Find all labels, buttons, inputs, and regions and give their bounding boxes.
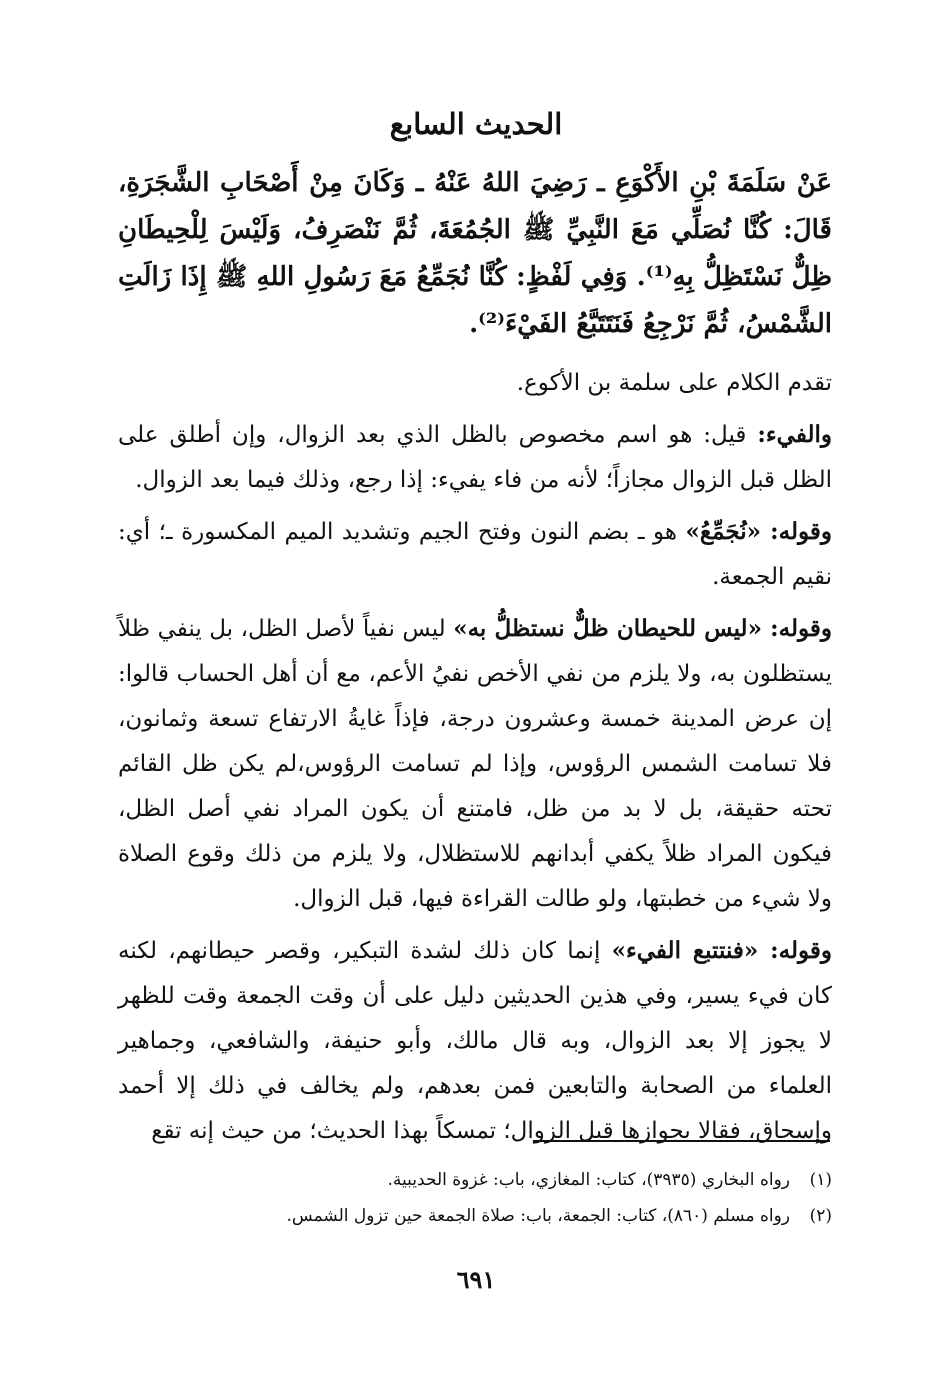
- paragraph-text: ليس نفياً لأصل الظل، بل ينفي ظلاً يستظلون به، ولا يلزم من نفي الأخص نفيُ الأعم، مع أن أهل الحساب قالوا: إن عرض المدينة خمسة وعشرون درجة، فإذاً غايةُ الارتفاع تسعة وثمانون، فلا تسامت الشمس الرؤوس، وإذا لم تسامت الرؤوس،لم يكن ظل القائم تحته حقيقة، بل لا بد من ظل، فامتنع أن يكون المراد نفي أصل الظل، فيكون المراد ظلاً يكفي أبدانهم للاستظلال، ولا يلزم من ذلك وقوع الصلاة ولا شيء من خطبتها، ولو طالت القراءة فيها، قبل الزوال.: [118, 616, 832, 912]
- paragraph-lead: وقوله: «ليس للحيطان ظلٌّ نستظلُّ به»: [453, 615, 832, 642]
- main-text: [118, 160, 832, 1160]
- paragraph-fay: [118, 412, 832, 503]
- paragraph-follow-shade: [118, 928, 832, 1154]
- footnote-divider: [533, 1140, 830, 1142]
- paragraph-text: هو ـ بضم النون وفتح الجيم وتشديد الميم المكسورة ـ؛ أي: نقيم الجمعة.: [118, 519, 832, 590]
- paragraph-nujammiu: [118, 509, 832, 600]
- page-number: ٦٩١: [456, 1265, 496, 1294]
- paragraph-lead: وقوله: «فنتتبع الفيء»: [611, 937, 832, 964]
- footnote-1: [118, 1162, 832, 1198]
- chapter-title: الحديث السابع: [389, 107, 563, 141]
- footnote-text: رواه مسلم (٨٦٠)، كتاب: الجمعة، باب: صلاة الجمعة حين تزول الشمس.: [286, 1206, 790, 1226]
- hadith-text: عَنْ سَلَمَةَ بْنِ الأَكْوَعِ ـ رَضِيَ اللهُ عَنْهُ ـ وَكَانَ مِنْ أَصْحَابِ الشَّجَرَةِ، قَالَ: كُنَّا نُصَلِّي مَعَ النَّبِيِّ ﷺ الجُمُعَةَ، ثُمَّ نَنْصَرِفُ، وَلَيْسَ لِلْحِيطَانِ ظِلٌّ نَسْتَظِلُّ بِهِ⁽¹⁾. وَفِي لَفْظٍ: كُنَّا نُجَمِّعُ مَعَ رَسُولِ اللهِ ﷺ إِذَا زَالَتِ الشَّمْسُ، ثُمَّ نَرْجِعُ فَنَتَتَبَّعُ الفَيْءَ⁽²⁾.: [118, 168, 833, 339]
- footnotes: [118, 1162, 832, 1234]
- paragraph-lead: والفيء:: [757, 421, 832, 448]
- paragraph-text: قيل: هو اسم مخصوص بالظل الذي بعد الزوال، وإن أطلق على الظل قبل الزوال مجازاً؛ لأنه من فاء يفيء: إذا رجع، وذلك فيما بعد الزوال.: [118, 422, 832, 493]
- footnote-2: [118, 1198, 832, 1234]
- paragraph-intro: [118, 360, 832, 406]
- paragraph-text: إنما كان ذلك لشدة التبكير، وقصر حيطانهم، لكنه كان فيء يسير، وفي هذين الحديثين دليل على أن وقت الجمعة وقت للظهر لا يجوز إلا بعد الزوال، وبه قال مالك، وأبو حنيفة، والشافعي، وجماهير العلماء من الصحابة والتابعين فمن بعدهم، ولم يخالف في ذلك إلا أحمد وإسحاق، فقالا بجوازها قبل الزوال؛ تمسكاً بهذا الحديث؛ من حيث إنه تقع: [118, 938, 832, 1144]
- paragraph-shade: [118, 606, 832, 922]
- footnote-text: رواه البخاري (٣٩٣٥)، كتاب: المغازي، باب: غزوة الحديبية.: [387, 1170, 790, 1190]
- paragraph-lead: وقوله: «نُجَمِّعُ»: [685, 518, 832, 545]
- paragraph-text: تقدم الكلام على سلمة بن الأكوع.: [516, 370, 832, 396]
- footnote-number: (١): [809, 1170, 832, 1190]
- footnote-number: (٢): [809, 1206, 832, 1226]
